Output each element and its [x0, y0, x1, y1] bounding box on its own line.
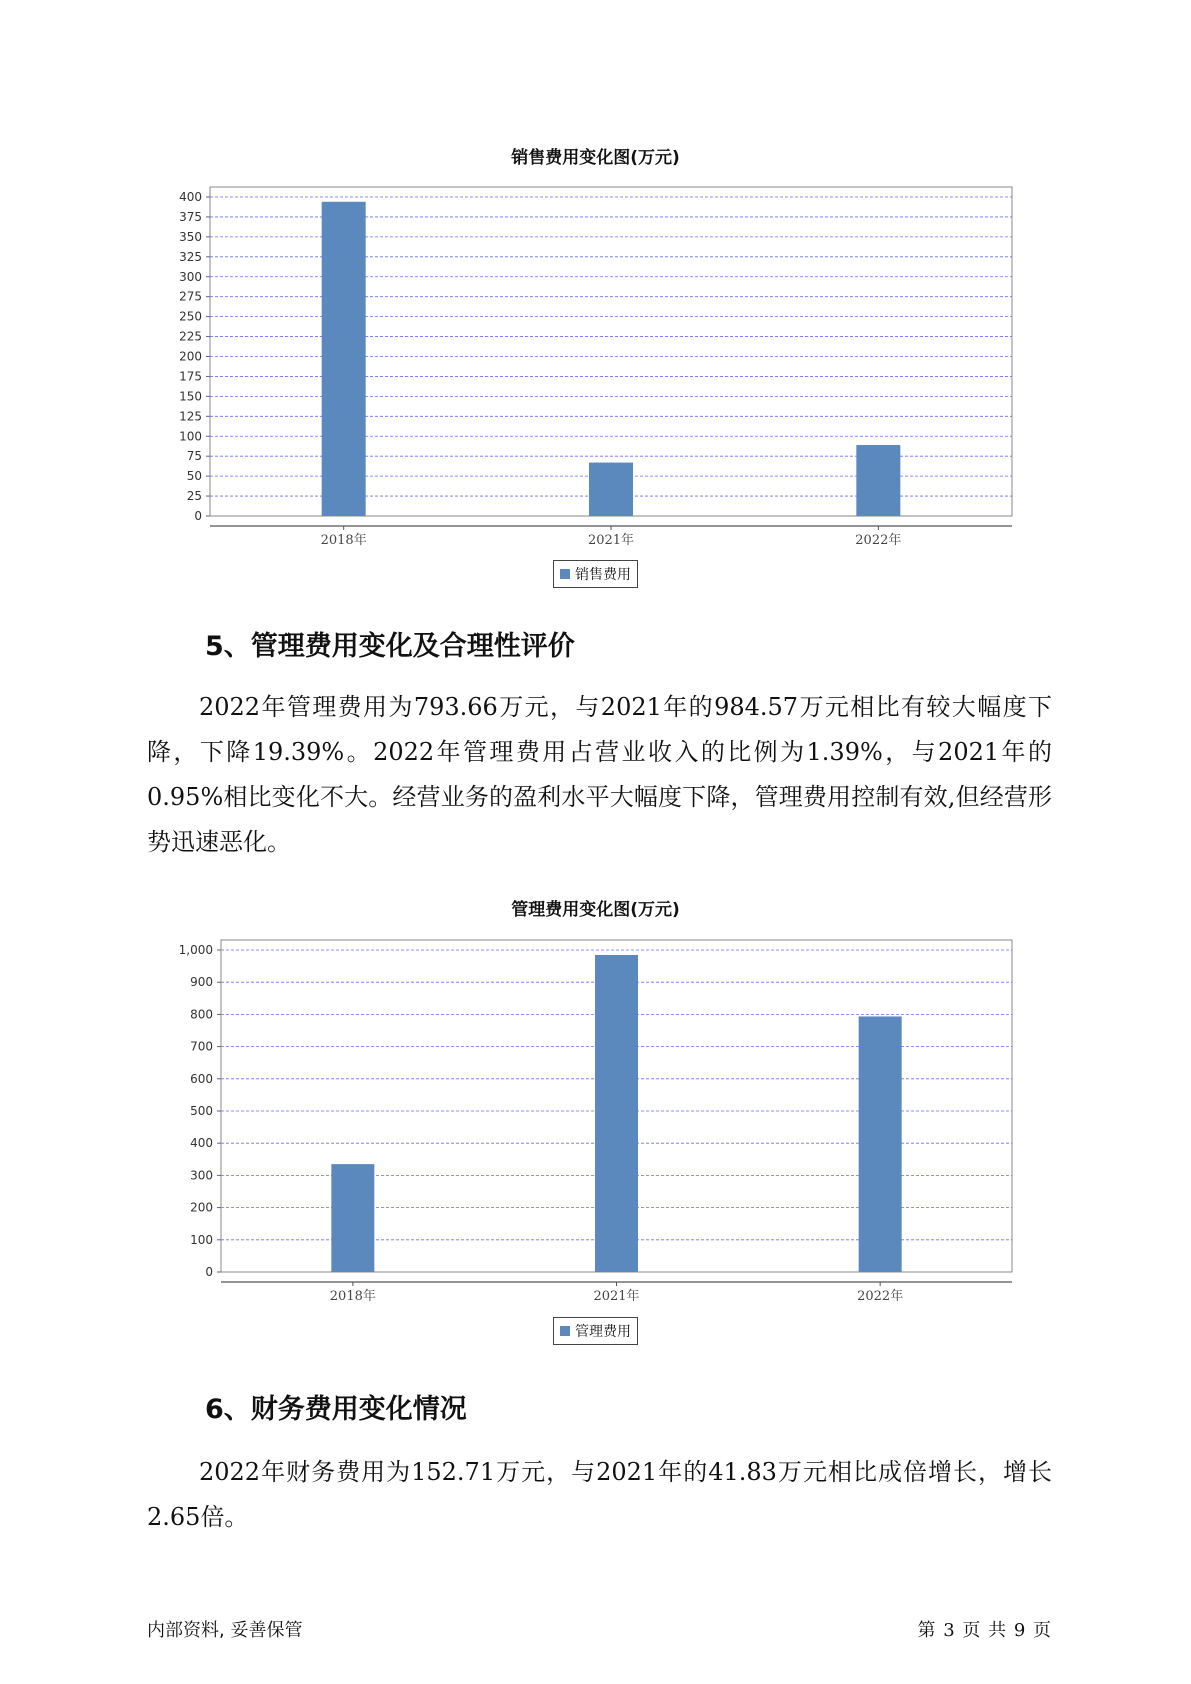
- x-tick-label: 2022年: [857, 1289, 904, 1304]
- bar: [589, 463, 633, 516]
- admin-expense-chart: [0, 920, 1191, 1340]
- y-tick-label: 700: [190, 1039, 213, 1054]
- y-tick-label: 75: [186, 449, 202, 464]
- y-tick-label: 375: [179, 209, 202, 224]
- legend-swatch: [560, 1326, 570, 1336]
- bar: [322, 202, 366, 516]
- section5-heading: 5、管理费用变化及合理性评价: [205, 631, 575, 662]
- y-tick-label: 225: [179, 329, 202, 344]
- y-tick-label: 100: [190, 1232, 213, 1247]
- sales-chart-title: 销售费用变化图(万元): [511, 148, 680, 168]
- y-tick-label: 125: [179, 409, 202, 424]
- section6-heading: 6、财务费用变化情况: [205, 1394, 467, 1425]
- bar: [859, 1016, 902, 1272]
- x-tick-label: 2018年: [320, 533, 367, 548]
- y-tick-label: 800: [190, 1007, 213, 1022]
- y-tick-label: 200: [190, 1200, 213, 1215]
- y-tick-label: 300: [190, 1168, 213, 1183]
- sales-expense-chart: [0, 170, 1191, 590]
- section6-paragraph: 2022年财务费用为152.71万元，与2021年的41.83万元相比成倍增长，增长2.65倍。: [147, 1458, 1052, 1531]
- y-tick-label: 250: [179, 309, 202, 324]
- admin-chart-legend: [553, 1317, 638, 1345]
- y-tick-label: 400: [190, 1136, 213, 1151]
- footer-confidential: 内部资料, 妥善保管: [147, 1620, 303, 1641]
- y-tick-label: 25: [186, 489, 202, 504]
- y-tick-label: 900: [190, 975, 213, 990]
- legend-label: 管理费用: [575, 1324, 631, 1340]
- y-tick-label: 100: [179, 429, 202, 444]
- y-tick-label: 325: [179, 249, 202, 264]
- y-tick-label: 275: [179, 289, 202, 304]
- legend-swatch: [560, 569, 570, 579]
- y-tick-label: 600: [190, 1071, 213, 1086]
- y-tick-label: 200: [179, 349, 202, 364]
- y-tick-label: 50: [186, 469, 202, 484]
- x-tick-label: 2021年: [593, 1289, 640, 1304]
- bar: [331, 1164, 374, 1272]
- legend-label: 销售费用: [575, 567, 631, 583]
- sales-chart-legend: [553, 560, 638, 588]
- y-tick-label: 0: [194, 509, 202, 523]
- y-tick-label: 400: [179, 190, 202, 204]
- y-tick-label: 175: [179, 369, 202, 384]
- section5-paragraph: 2022年管理费用为793.66万元，与2021年的984.57万元相比有较大幅度下降，下降19.39%。2022年管理费用占营业收入的比例为1.39%，与2021年的0.95%相比变化不大。经营业务的盈利水平大幅度下降，管理费用控制有效,但经营形势迅速恶化。: [147, 693, 1052, 856]
- bar: [595, 955, 638, 1272]
- y-tick-label: 500: [190, 1104, 213, 1118]
- x-tick-label: 2021年: [587, 533, 635, 548]
- y-tick-label: 300: [179, 269, 202, 284]
- x-tick-label: 2018年: [329, 1289, 376, 1304]
- bar: [856, 445, 900, 516]
- y-tick-label: 1,000: [178, 943, 213, 957]
- admin-chart-title: 管理费用变化图(万元): [511, 900, 680, 920]
- x-tick-label: 2022年: [855, 533, 902, 548]
- y-tick-label: 0: [205, 1265, 213, 1279]
- footer-page-number: 第 3 页 共 9 页: [917, 1620, 1051, 1641]
- y-tick-label: 350: [179, 229, 202, 244]
- y-tick-label: 150: [179, 389, 202, 404]
